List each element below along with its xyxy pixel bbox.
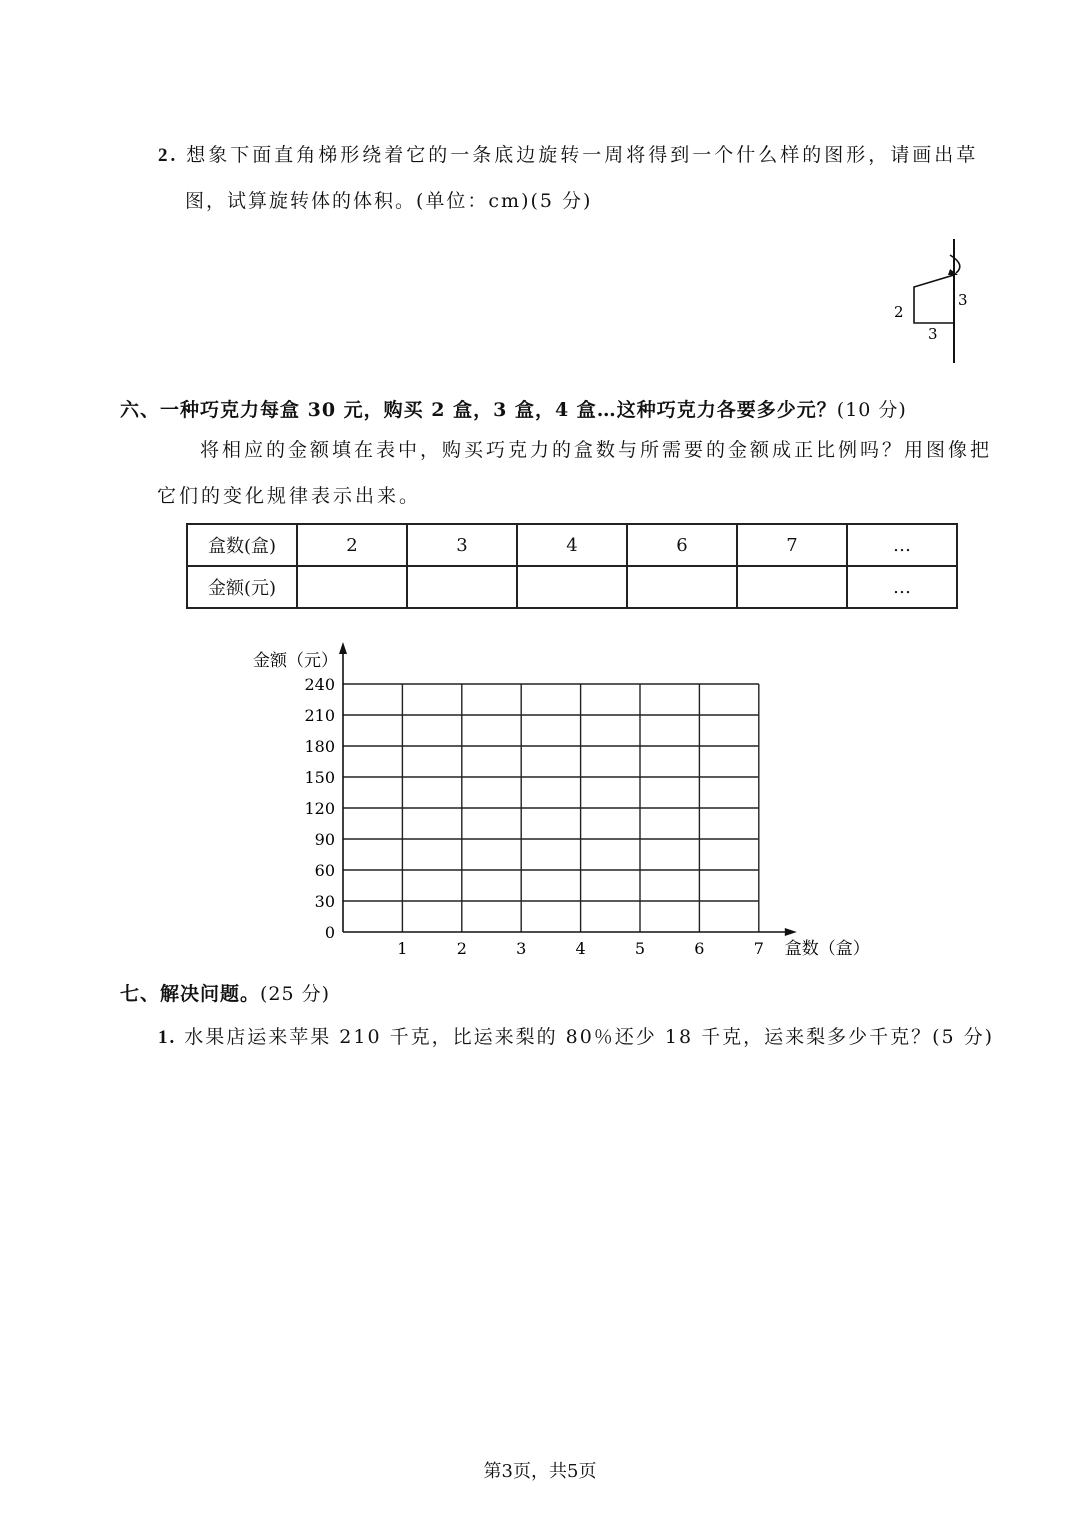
section7-points: (25 分) (260, 983, 331, 1005)
section7-q1-number: 1. (158, 1027, 177, 1048)
trapezoid-label-right: 3 (958, 291, 968, 309)
x-tick-label: 1 (397, 939, 408, 958)
section6-title-text: 六、一种巧克力每盒 30 元，购买 2 盒，3 盒，4 盒…这种巧克力各要多少元？ (120, 399, 837, 421)
y-tick-label: 180 (304, 737, 335, 756)
section6-desc-line2: 它们的变化规律表示出来。 (157, 485, 422, 507)
row-header-amount: 金额(元) (187, 566, 297, 608)
y-tick-label: 90 (314, 830, 335, 849)
section7-q1 (158, 1022, 994, 1049)
price-table (186, 523, 958, 609)
answer-cell[interactable] (517, 566, 627, 608)
x-tick-label: 6 (694, 939, 705, 958)
section6-title (120, 395, 907, 422)
q2-text-line2: 图，试算旋转体的体积。(单位：cm)(5 分) (185, 190, 593, 212)
page-footer: 第3页，共5页 (483, 1461, 597, 1482)
x-tick-label: 2 (456, 939, 467, 958)
q2-number: 2. (158, 145, 179, 166)
section7-title-text: 七、解决问题。 (120, 983, 261, 1005)
x-axis-arrow-icon (785, 928, 797, 936)
amount-graph (240, 630, 890, 970)
y-tick-label: 210 (304, 706, 335, 725)
answer-cell[interactable] (297, 566, 407, 608)
table-cell: … (847, 524, 957, 566)
trapezoid-label-left: 2 (894, 303, 904, 321)
x-axis-label: 盒数（盒） (784, 939, 870, 959)
table-cell: 7 (737, 524, 847, 566)
table-cell: 2 (297, 524, 407, 566)
table-cell: … (847, 566, 957, 608)
x-tick-label: 5 (634, 939, 646, 958)
answer-cell[interactable] (407, 566, 517, 608)
answer-cell[interactable] (737, 566, 847, 608)
y-tick-label: 150 (304, 768, 335, 787)
q2-line1 (158, 140, 978, 167)
y-tick-label: 60 (314, 861, 335, 880)
section6-points: (10 分) (836, 399, 907, 421)
x-tick-label: 4 (575, 939, 586, 958)
trapezoid-label-bottom: 3 (928, 325, 938, 343)
table-cell: 3 (407, 524, 517, 566)
table-row-boxes (187, 524, 957, 566)
x-tick-label: 3 (516, 939, 527, 958)
trapezoid-figure (880, 235, 990, 365)
y-tick-label: 0 (324, 923, 335, 942)
y-tick-label: 30 (314, 892, 335, 911)
right-trapezoid (914, 275, 954, 323)
section7-q1-text: 水果店运来苹果 210 千克，比运来梨的 80％还少 18 千克，运来梨多少千克？(5 分) (184, 1026, 995, 1048)
y-tick-label: 120 (304, 799, 335, 818)
q2-text-line1: 想象下面直角梯形绕着它的一条底边旋转一周将得到一个什么样的图形，请画出草 (186, 144, 979, 166)
x-tick-label: 7 (753, 939, 764, 958)
y-axis-arrow-icon (339, 642, 347, 654)
row-header-boxes: 盒数(盒) (187, 524, 297, 566)
table-cell: 4 (517, 524, 627, 566)
y-axis-label: 金额（元） (253, 651, 338, 671)
y-tick-label: 240 (304, 675, 335, 694)
answer-cell[interactable] (627, 566, 737, 608)
table-row-amount (187, 566, 957, 608)
section7-title (120, 979, 330, 1006)
table-cell: 6 (627, 524, 737, 566)
section6-desc-line1: 将相应的金额填在表中，购买巧克力的盒数与所需要的金额成正比例吗？用图像把 (200, 439, 993, 461)
